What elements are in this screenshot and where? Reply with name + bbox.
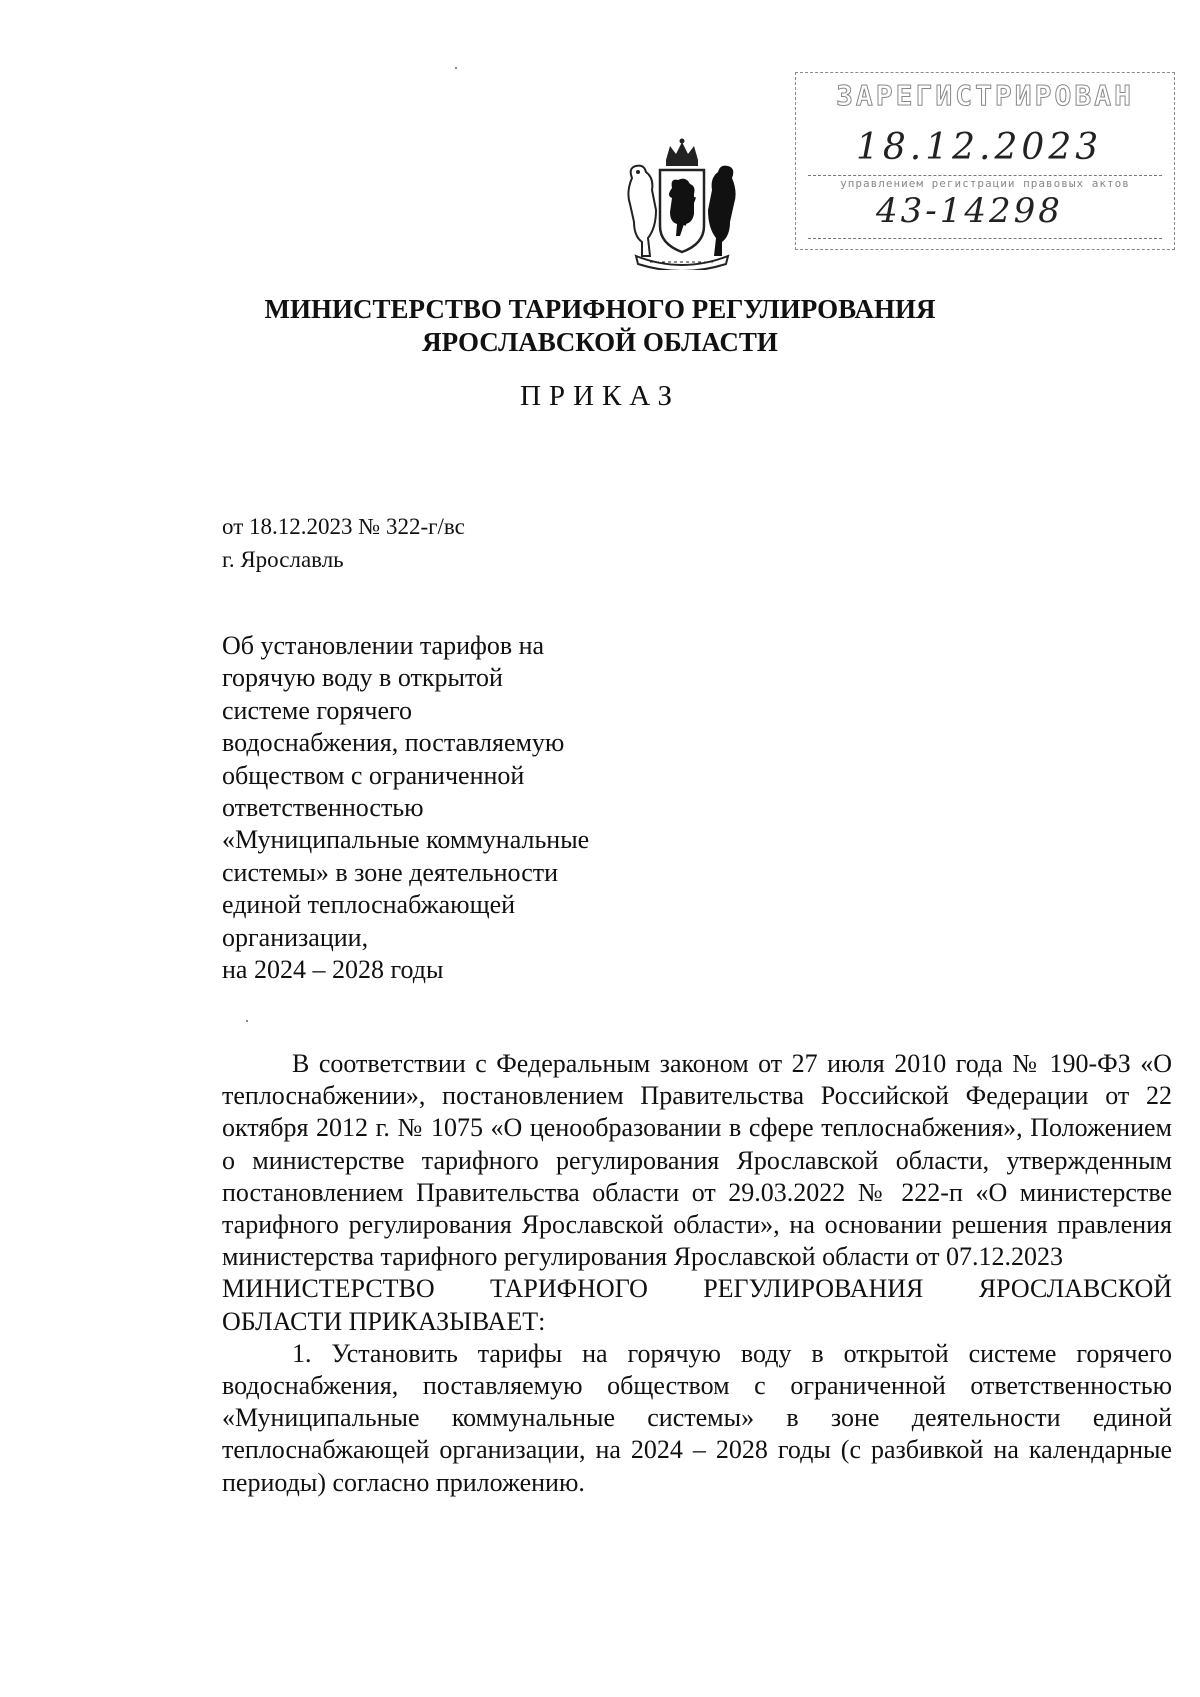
coat-of-arms-emblem	[622, 138, 742, 270]
scan-speck	[246, 1020, 248, 1022]
subject-line: обществом с ограниченной	[222, 760, 525, 790]
subject-line: на 2024 – 2028 годы	[222, 955, 444, 985]
order-clause-line2: ОБЛАСТИ ПРИКАЗЫВАЕТ:	[222, 1306, 546, 1336]
order-body	[222, 1048, 1172, 1499]
city: г. Ярославль	[222, 547, 344, 572]
preamble-paragraph: В соответствии с Федеральным законом от 27 июля 2010 года № 190-ФЗ «О теплоснабжении», постановлением Правительства Российской Федерации от 22 октября 2012 г. № 1075 «О ценообразовании в сфере теплоснабжения», Положением о министерстве тарифного регулирования Ярославской области, утвержденным постановлением Правительства области от 29.03.2022 № 222-п «О министерстве тарифного регулирования Ярославской области», на основании решения правления министерства тарифного регулирования Ярославской области от 07.12.2023	[222, 1049, 1172, 1272]
subject-line: единой теплоснабжающей	[222, 890, 516, 920]
order-item-1: 1. Установить тарифы на горячую воду в открытой системе горячего водоснабжения, поставляемую обществом с ограниченной ответственностью «Муниципальные коммунальные системы» в зоне деятельности единой теплоснабжающей организации, на 2024 – 2028 годы (с разбивкой на календарные периоды) согласно приложению.	[222, 1338, 1172, 1497]
subject-line: горячую воду в открытой	[222, 663, 503, 693]
stamp-registration-number: 43-14298	[876, 191, 1063, 231]
stamp-title: ЗАРЕГИСТРИРОВАН	[836, 79, 1134, 112]
subject-line: системы» в зоне деятельности	[222, 857, 559, 887]
subject-line: организации,	[222, 922, 369, 952]
ministry-name-line1: МИНИСТЕРСТВО ТАРИФНОГО РЕГУЛИРОВАНИЯ	[264, 294, 936, 324]
order-subject	[222, 630, 642, 986]
subject-line: Об установлении тарифов на	[222, 631, 545, 660]
stamp-divider	[808, 175, 1162, 176]
subject-line: ответственностью	[222, 793, 424, 823]
order-clause-line1: МИНИСТЕРСТВО ТАРИФНОГО РЕГУЛИРОВАНИЯ ЯРОСЛАВСКОЙ	[222, 1274, 1172, 1304]
subject-line: «Муниципальные коммунальные	[222, 825, 590, 855]
document-type-title: ПРИКАЗ	[519, 380, 681, 412]
document-meta	[222, 510, 465, 576]
subject-line: системе горячего	[222, 695, 412, 725]
stamp-divider	[808, 238, 1162, 239]
subject-line: водоснабжения, поставляемую	[222, 728, 565, 758]
date-and-number: от 18.12.2023 № 322-г/вс	[222, 514, 465, 539]
stamp-date: 18.12.2023	[856, 127, 1103, 168]
registration-stamp	[795, 72, 1175, 250]
ministry-name-line2: ЯРОСЛАВСКОЙ ОБЛАСТИ	[422, 327, 778, 357]
stamp-caption: управлением регистрации правовых актов	[840, 177, 1130, 190]
scan-speck	[455, 67, 457, 69]
